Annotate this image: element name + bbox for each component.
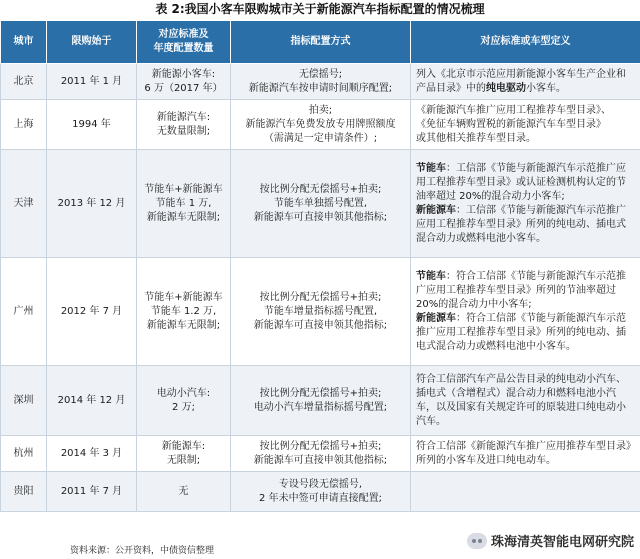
cell-city: 上海 — [1, 100, 47, 150]
cell-standard — [411, 100, 640, 150]
cell-quota — [137, 258, 231, 366]
cell-start: 2011 年 7 月 — [47, 472, 137, 512]
standard-paragraph — [416, 204, 635, 246]
header-quota — [137, 21, 231, 64]
table-row — [1, 64, 640, 100]
standard-text: ：工信部《节能与新能源汽车示范推广应用工程推荐车型目录》所列的纯电动、插电式混合动力或燃料电池小客车。 — [416, 204, 626, 244]
cell-method — [231, 258, 411, 366]
watermark-text: 珠海清英智能电网研究院 — [490, 535, 634, 550]
quota-line: 节能车+新能源车 — [144, 183, 223, 195]
cell-start: 1994 年 — [47, 100, 137, 150]
quota-line: 新能源车: — [161, 440, 206, 452]
method-line: 新能源汽车免费发放专用牌照额度 — [245, 118, 396, 130]
wechat-icon — [467, 533, 487, 549]
standard-term: 新能源车 — [416, 312, 456, 324]
cell-method — [231, 436, 411, 472]
method-line: 专设号段无偿摇号, — [278, 478, 363, 490]
cell-standard — [411, 258, 640, 366]
quota-line: 6 万（2017 年） — [144, 82, 223, 94]
quota-line: 无限制; — [166, 454, 201, 466]
cell-method — [231, 150, 411, 258]
quota-line: 节能车 1 万, — [155, 197, 212, 209]
method-line: 新能源汽车按申请时间顺序配置; — [248, 82, 393, 94]
standard-term: 节能车 — [416, 270, 446, 282]
standard-paragraph — [416, 118, 635, 132]
header-start: 限购始于 — [47, 21, 137, 64]
cell-city: 北京 — [1, 64, 47, 100]
standard-paragraph — [416, 312, 635, 354]
header-quota-line: 年度配置数量 — [153, 43, 214, 54]
cell-city: 广州 — [1, 258, 47, 366]
cell-quota — [137, 472, 231, 512]
quota-line: 无数量限制; — [156, 125, 211, 137]
standard-text: ：工信部《节能与新能源汽车示范推广应用工程推荐车型目录》或认证检测机构认定的节油率超过 20%的混合动力小客车; — [416, 162, 626, 202]
standard-text: ：符合工信部《节能与新能源汽车示范推广应用工程推荐车型目录》所列的节油率超过 20%的混合动力中小客车; — [416, 270, 626, 310]
cell-method — [231, 100, 411, 150]
table-row — [1, 150, 640, 258]
quota-line: 电动小汽车: — [156, 387, 211, 399]
method-line: （需满足一定申请条件）; — [263, 132, 378, 144]
standard-text: 小客车。 — [526, 82, 566, 94]
cell-city: 贵阳 — [1, 472, 47, 512]
cell-city: 杭州 — [1, 436, 47, 472]
standard-paragraph — [416, 68, 635, 96]
quota-line: 新能源汽车: — [156, 111, 211, 123]
quota-line: 节能车 1.2 万, — [150, 305, 217, 317]
cell-standard — [411, 150, 640, 258]
table-title: 表 2:我国小客车限购城市关于新能源汽车指标配置的情况梳理 — [155, 2, 485, 16]
header-row — [1, 21, 640, 64]
quota-line: 节能车+新能源车 — [144, 291, 223, 303]
cell-start: 2011 年 1 月 — [47, 64, 137, 100]
method-line: 节能车增量指标摇号配置, — [263, 305, 378, 317]
cell-start: 2014 年 12 月 — [47, 366, 137, 436]
standard-paragraph — [416, 270, 635, 312]
method-line: 按比例分配无偿摇号+拍卖; — [259, 291, 382, 303]
standard-paragraph — [416, 132, 635, 146]
quota-line: 2 万; — [172, 401, 195, 413]
method-line: 新能源车可直接申领其他指标; — [253, 454, 388, 466]
method-line: 拍卖; — [308, 104, 333, 116]
cell-standard — [411, 366, 640, 436]
method-line: 按比例分配无偿摇号+拍卖; — [259, 387, 382, 399]
cell-standard — [411, 64, 640, 100]
standard-text: 符合工信部《新能源汽车推广应用推荐车型目录》所列的小客车及进口纯电动车。 — [416, 440, 631, 466]
cell-quota — [137, 366, 231, 436]
method-line: 节能车单独摇号配置, — [273, 197, 368, 209]
source-note: 资料来源：公开资料，中债资信整理 — [70, 546, 215, 556]
standard-text: ：符合工信部《节能与新能源汽车示范推广应用工程推荐车型目录》所列的纯电动、插电式混合动力或燃料电池中小客车。 — [416, 312, 626, 352]
cell-standard — [411, 436, 640, 472]
method-line: 新能源车可直接申领其他指标; — [253, 319, 388, 331]
cell-city: 天津 — [1, 150, 47, 258]
method-line: 按比例分配无偿摇号+拍卖; — [259, 183, 382, 195]
table-row — [1, 366, 640, 436]
header-quota-line: 对应标准及 — [158, 29, 209, 40]
standard-term: 纯电驱动 — [486, 82, 526, 94]
quota-line: 新能源车无限制; — [146, 319, 221, 331]
cell-quota — [137, 436, 231, 472]
policy-table — [0, 20, 640, 512]
table-row — [1, 258, 640, 366]
method-line: 新能源车可直接申领其他指标; — [253, 211, 388, 223]
cell-method — [231, 472, 411, 512]
standard-paragraph — [416, 104, 635, 118]
standard-text: 《新能源汽车推广应用工程推荐车型目录》、 — [416, 104, 611, 116]
method-line: 2 年未中签可申请直接配置; — [259, 492, 382, 504]
header-city: 城市 — [1, 21, 47, 64]
standard-term: 新能源车 — [416, 204, 456, 216]
standard-paragraph — [416, 162, 635, 204]
method-line: 无偿摇号; — [298, 68, 343, 80]
quota-line: 无 — [178, 485, 189, 497]
watermark — [467, 531, 634, 550]
table-row — [1, 436, 640, 472]
method-line: 按比例分配无偿摇号+拍卖; — [259, 440, 382, 452]
standard-paragraph — [416, 373, 635, 429]
cell-method — [231, 64, 411, 100]
quota-line: 新能源车无限制; — [146, 211, 221, 223]
header-standard: 对应标准或车型定义 — [411, 21, 640, 64]
standard-text: 《免征车辆购置税的新能源汽车车型目录》 — [416, 118, 606, 130]
cell-quota — [137, 100, 231, 150]
cell-start: 2013 年 12 月 — [47, 150, 137, 258]
table-row — [1, 472, 640, 512]
standard-text: 列入《北京市示范应用新能源小客车生产企业和产品目录》中的 — [416, 68, 626, 94]
cell-quota — [137, 150, 231, 258]
table-row — [1, 100, 640, 150]
cell-quota — [137, 64, 231, 100]
cell-city: 深圳 — [1, 366, 47, 436]
cell-start: 2014 年 3 月 — [47, 436, 137, 472]
standard-term: 节能车 — [416, 162, 446, 174]
standard-text: 符合工信部汽车产品公告目录的纯电动小汽车、插电式（含增程式）混合动力和燃料电池小汽车，以及国家有关规定许可的原装进口纯电动小汽车。 — [416, 373, 626, 427]
cell-standard — [411, 472, 640, 512]
standard-paragraph — [416, 440, 635, 468]
quota-line: 新能源小客车: — [151, 68, 216, 80]
header-method: 指标配置方式 — [231, 21, 411, 64]
method-line: 电动小汽车增量指标摇号配置; — [253, 401, 388, 413]
cell-method — [231, 366, 411, 436]
standard-text: 或其他相关推荐车型目录。 — [416, 132, 536, 144]
cell-start: 2012 年 7 月 — [47, 258, 137, 366]
